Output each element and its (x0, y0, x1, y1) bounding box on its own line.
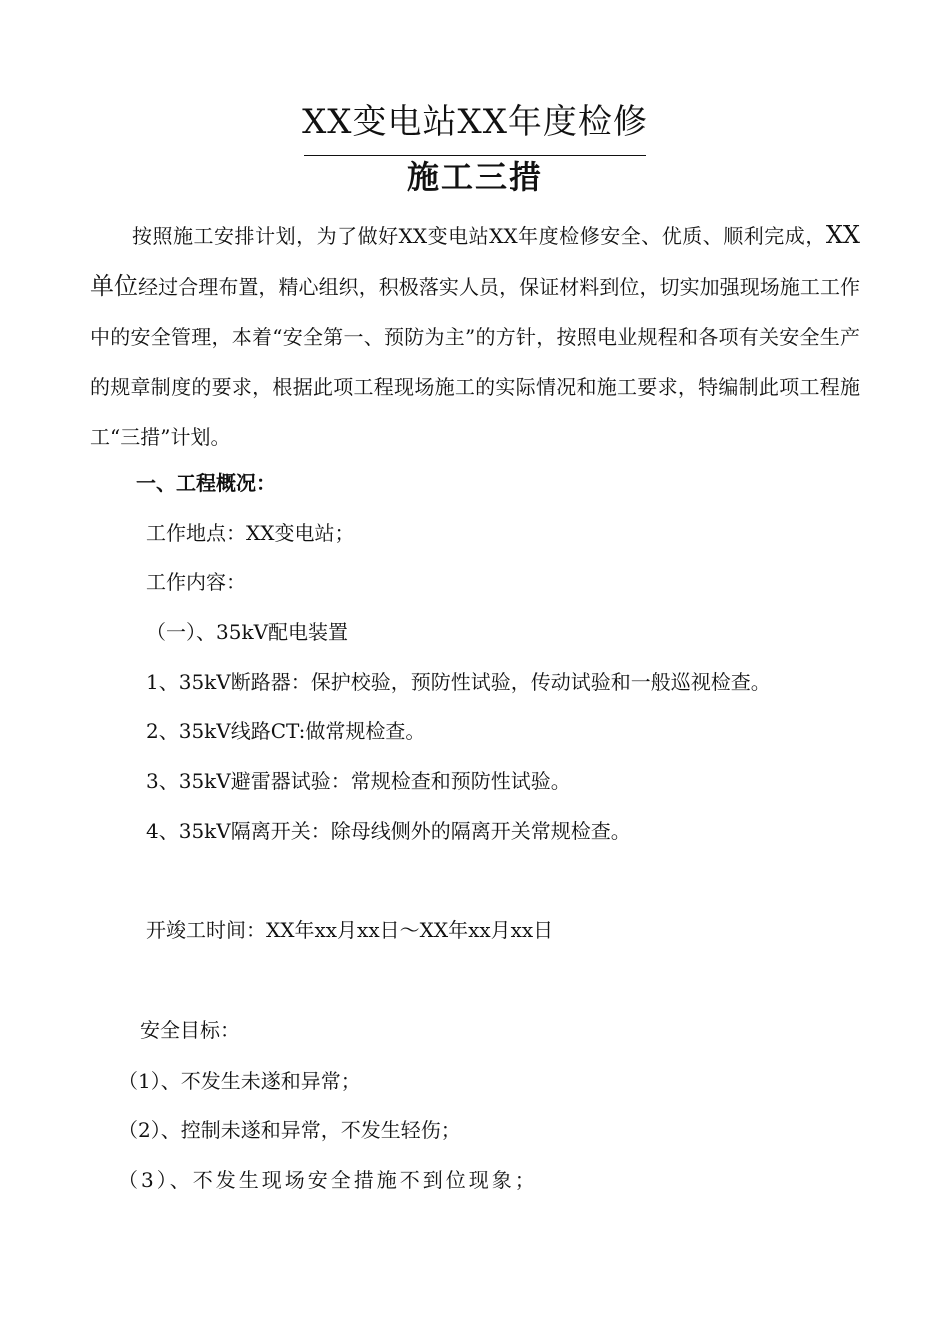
intro-text-part1: 按照施工安排计划，为了做好XX变电站XX年度检修安全、优质、顺利完成， (132, 224, 826, 248)
intro-emphasis: XX单位 (90, 221, 860, 300)
intro-text-part2: 经过合理布置，精心组织，积极落实人员，保证材料到位，切实加强现场施工工作中的安全管理，本着“安全第一、预防为主”的方针，按照电业规程和各项有关安全生产的规章制度的要求，根据此项工程现场施工的实际情况和施工要求，特编制此项工程施工“三措”计划。 (90, 275, 861, 449)
intro-paragraph (90, 210, 860, 462)
safety-goals-label: 安全目标： (140, 1018, 240, 1042)
safety-goal-item: （1）、不发生未遂和异常； (118, 1069, 361, 1093)
work-location: 工作地点：XX变电站； (146, 521, 355, 545)
document-subtitle: 施工三措 (406, 158, 543, 196)
work-item: 3、35kV避雷器试验：常规检查和预防性试验。 (146, 769, 571, 793)
work-item: 4、35kV隔离开关：除母线侧外的隔离开关常规检查。 (146, 819, 631, 843)
document-title: XX变电站XX年度检修 (302, 102, 648, 142)
subsection-heading: （一）、35kV配电装置 (146, 620, 349, 644)
work-item: 2、35kV线路CT:做常规检查。 (146, 719, 426, 743)
section-heading-project-overview: 一、工程概况： (136, 471, 276, 495)
schedule-dates: 开竣工时间：XX年xx月xx日～XX年xx月xx日 (146, 918, 554, 942)
work-content-label: 工作内容： (146, 570, 246, 594)
safety-goal-item: （3）、不发生现场安全措施不到位现象； (118, 1168, 538, 1192)
work-item: 1、35kV断路器：保护校验，预防性试验，传动试验和一般巡视检查。 (146, 670, 771, 694)
safety-goal-item: （2）、控制未遂和异常，不发生轻伤； (118, 1118, 461, 1142)
